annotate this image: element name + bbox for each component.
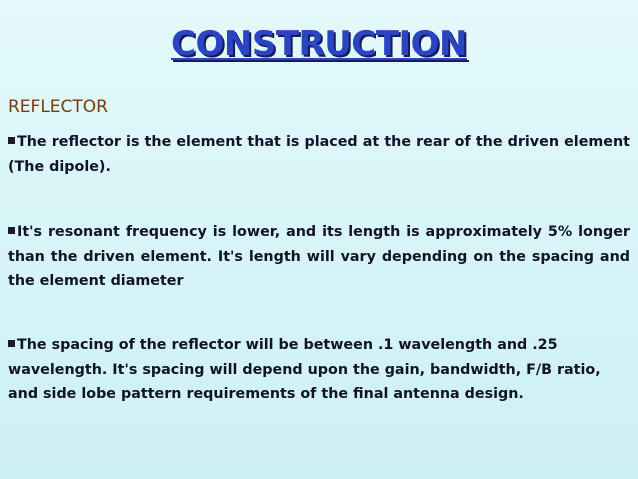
section-heading: REFLECTOR [8, 97, 108, 117]
bullet-text: It's resonant frequency is lower, and its length is approximately 5% longer than the driven element. It's length will vary depending on the spacing and the element diameter [8, 224, 630, 289]
square-bullet-icon [8, 227, 15, 234]
bullet-paragraph [8, 333, 630, 407]
bullet-text: The spacing of the reflector will be between .1 wavelength and .25 wavelength. It's spacing will depend upon the gain, bandwidth, F/B ratio, and side lobe pattern requirements of the final antenna design. [8, 337, 601, 402]
bullet-text: The reflector is the element that is placed at the rear of the driven element (The dipole). [8, 134, 630, 175]
bullet-paragraph [8, 130, 630, 179]
square-bullet-icon [8, 340, 15, 347]
bullet-paragraph [8, 220, 630, 294]
slide-title: CONSTRUCTION [171, 24, 467, 64]
square-bullet-icon [8, 137, 15, 144]
